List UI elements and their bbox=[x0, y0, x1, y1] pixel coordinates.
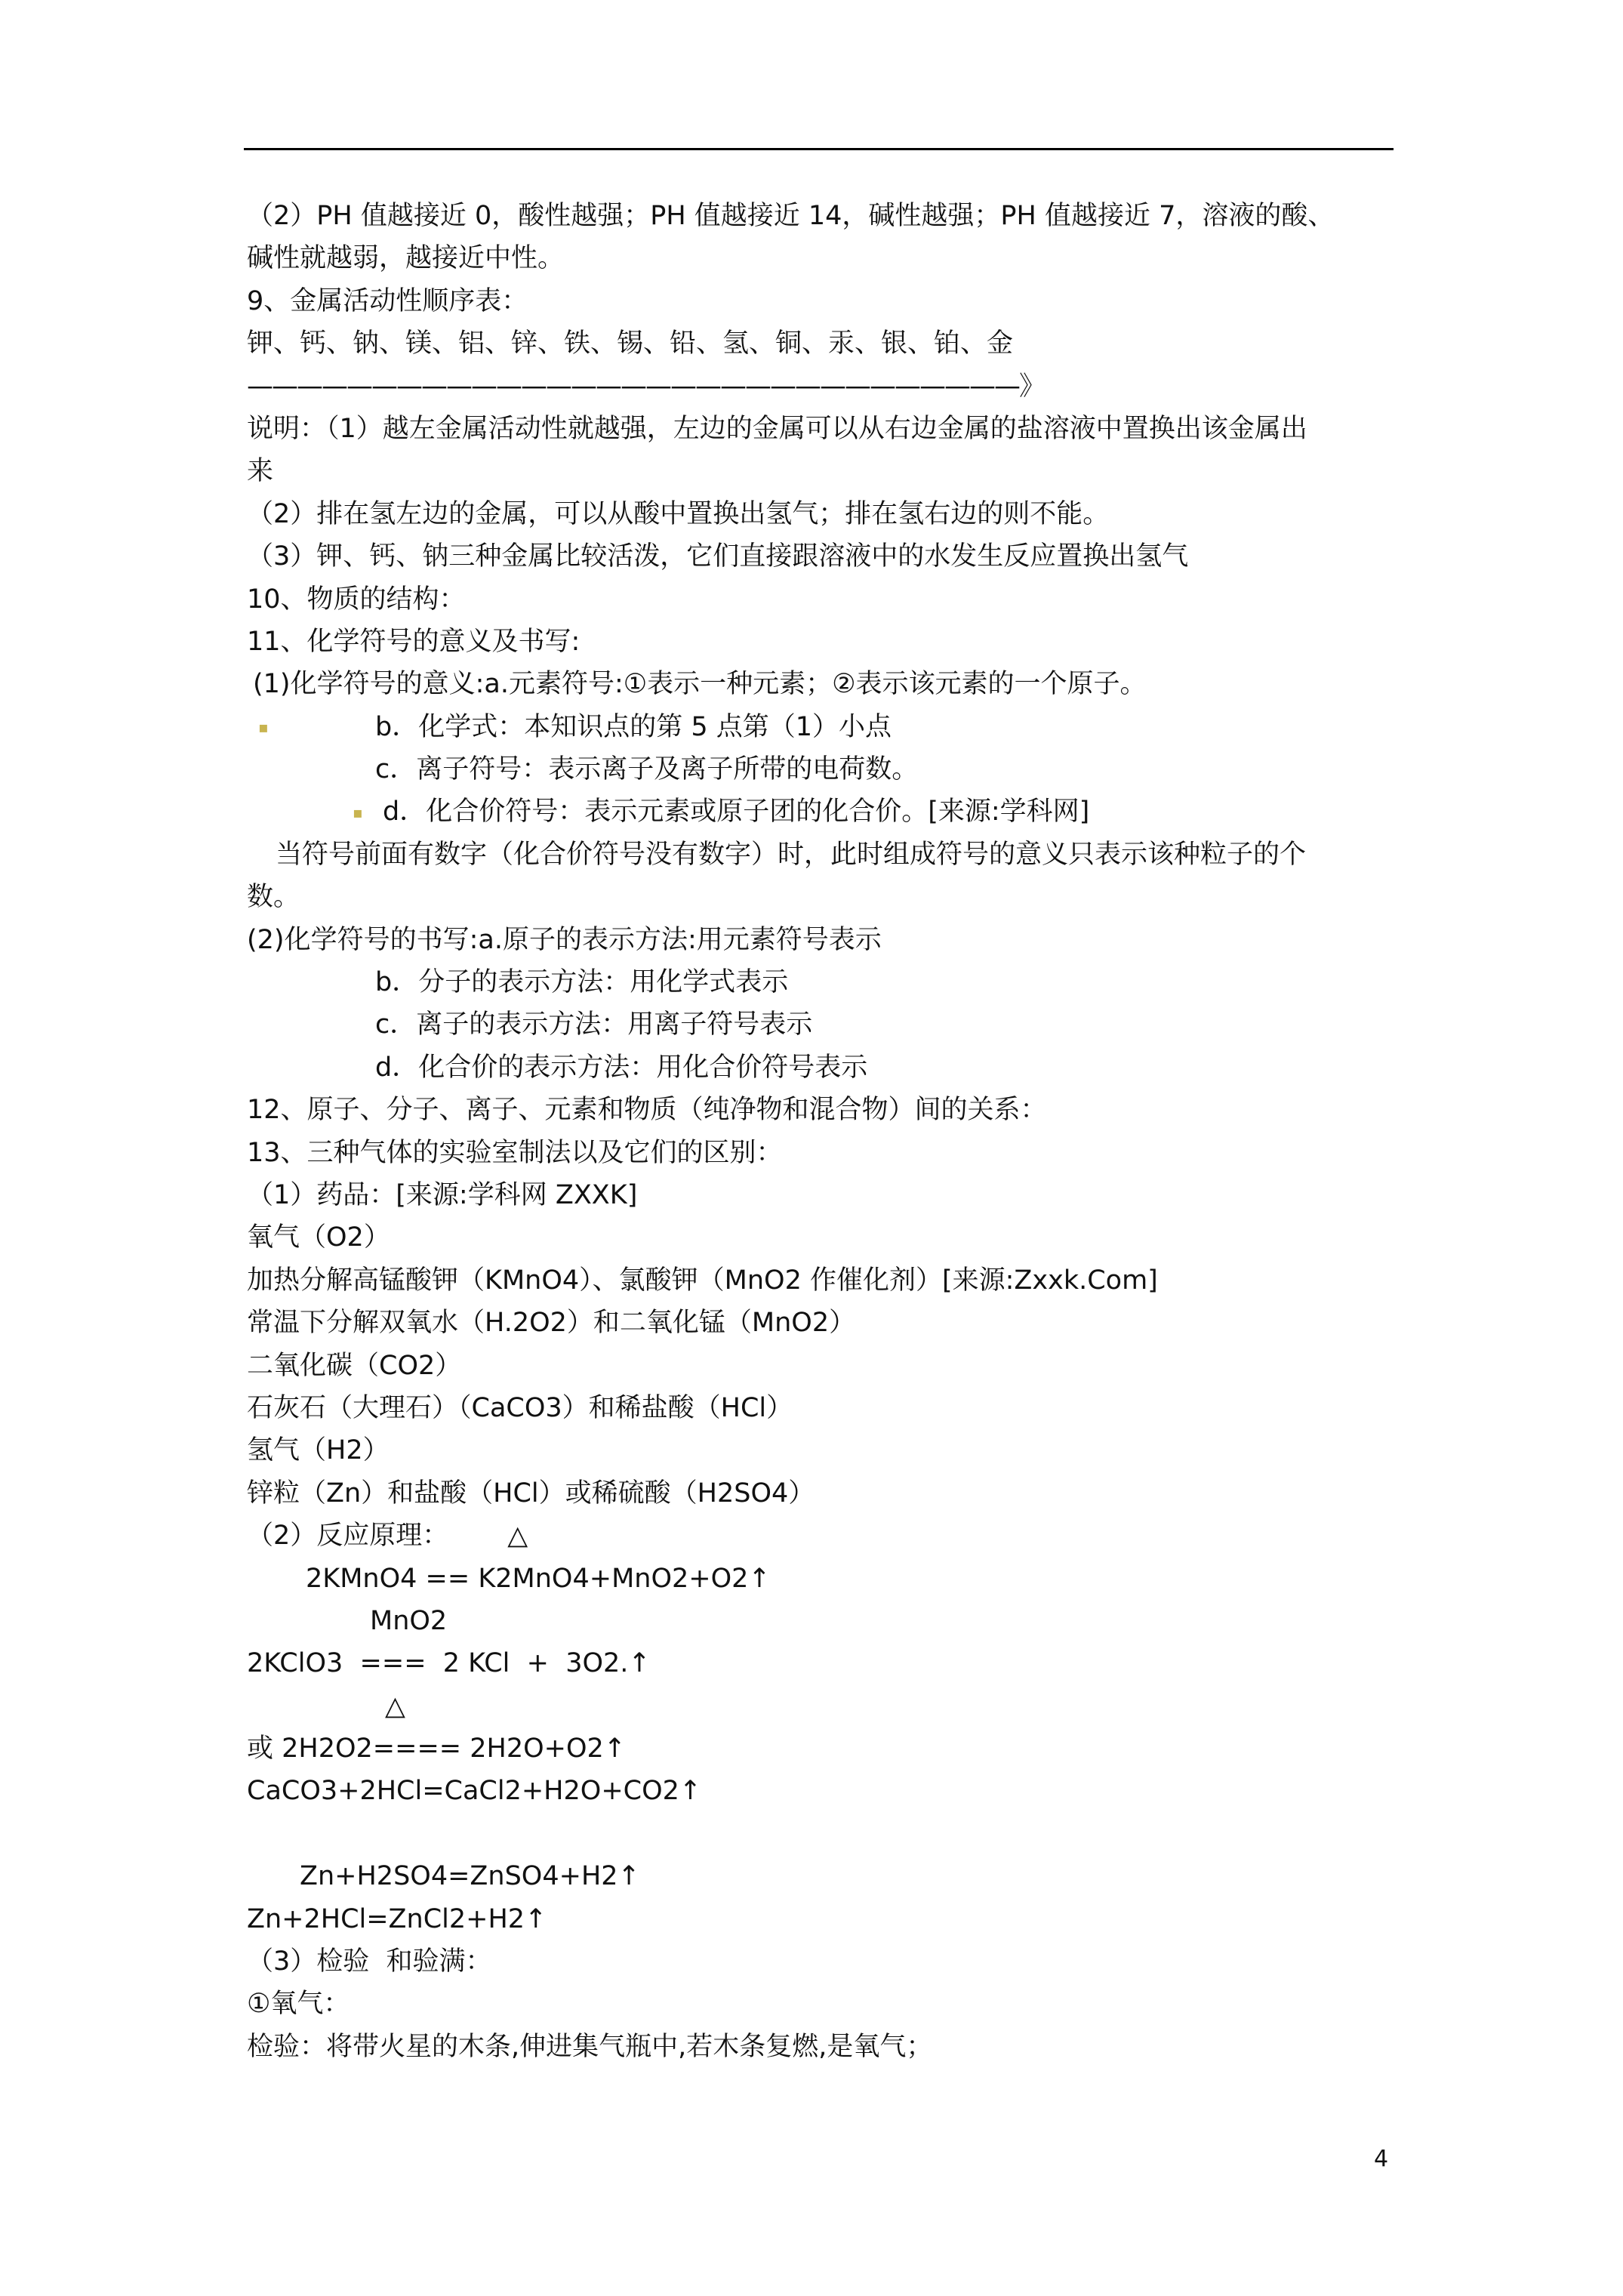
text-line: 锌粒（Zn）和盐酸（HCl）或稀硫酸（H2SO4） bbox=[247, 1478, 815, 1509]
text-line: b．分子的表示方法：用化学式表示 bbox=[375, 967, 789, 998]
document-body bbox=[247, 195, 1398, 2068]
chemical-equation: 2KClO3 === 2 KCl + 3O2.↑ bbox=[247, 1648, 651, 1679]
text-line: (1)化学符号的意义:a.元素符号:①表示一种元素；②表示该元素的一个原子。 bbox=[253, 669, 1147, 700]
text-line: 说明：（1）越左金属活动性就越强，左边的金属可以从右边金属的盐溶液中置换出该金属出 bbox=[247, 413, 1307, 444]
text-line: 来 bbox=[247, 456, 274, 487]
header-rule bbox=[244, 148, 1394, 150]
text-line-content: d．化合价符号：表示元素或原子团的化合价。[来源:学科网] bbox=[383, 797, 1090, 827]
text-line: 常温下分解双氧水（H.2O2）和二氧化锰（MnO2） bbox=[247, 1308, 856, 1339]
text-line-content: b．化学式：本知识点的第 5 点第（1）小点 bbox=[375, 711, 892, 742]
text-line bbox=[247, 706, 1398, 748]
text-line bbox=[247, 791, 1398, 833]
text-line: c．离子的表示方法：用离子符号表示 bbox=[375, 1009, 813, 1040]
metal-activity-series: 钾、钙、钠、镁、铝、锌、铁、锡、铅、氢、铜、汞、银、铂、金 bbox=[247, 328, 1014, 359]
text-line: 数。 bbox=[247, 882, 300, 913]
heat-symbol: △ bbox=[507, 1521, 528, 1552]
text-line bbox=[247, 1515, 1398, 1557]
text-line: （3）钾、钙、钠三种金属比较活泼，它们直接跟溶液中的水发生反应置换出氢气 bbox=[247, 541, 1189, 572]
text-line: （3）检验 和验满： bbox=[247, 1946, 492, 1977]
chemical-equation: CaCO3+2HCl=CaCl2+H2O+CO2↑ bbox=[247, 1776, 702, 1807]
chemical-equation: Zn+H2SO4=ZnSO4+H2↑ bbox=[300, 1861, 640, 1892]
stray-dot: ▪ bbox=[353, 803, 363, 822]
page-number: 4 bbox=[1374, 2146, 1389, 2172]
stray-dot: ▪ bbox=[258, 718, 269, 737]
text-line: 加热分解高锰酸钾（KMnO4）、氯酸钾（MnO2 作催化剂）[来源:Zxxk.Com] bbox=[247, 1265, 1158, 1296]
text-line: d．化合价的表示方法：用化合价符号表示 bbox=[375, 1052, 868, 1083]
chemical-equation: Zn+2HCl=ZnCl2+H2↑ bbox=[247, 1903, 547, 1934]
chemical-equation: 或 2H2O2==== 2H2O+O2↑ bbox=[247, 1734, 627, 1764]
text-line: 当符号前面有数字（化合价符号没有数字）时，此时组成符号的意义只表示该种粒子的个 bbox=[276, 839, 1307, 870]
blank-line bbox=[247, 1813, 1398, 1855]
text-line: c．离子符号：表示离子及离子所带的电荷数。 bbox=[375, 754, 919, 785]
catalyst-label: MnO2 bbox=[370, 1605, 448, 1636]
text-line: 氢气（H2） bbox=[247, 1435, 390, 1466]
text-line: （2）PH 值越接近 0，酸性越强；PH 值越接近 14，碱性越强；PH 值越接近 7，溶液的酸、 bbox=[247, 201, 1335, 231]
text-line: （1）药品：[来源:学科网 ZXXK] bbox=[247, 1179, 638, 1210]
text-line: 碱性就越弱，越接近中性。 bbox=[247, 243, 565, 274]
text-line: 二氧化碳（CO2） bbox=[247, 1350, 462, 1381]
text-line: （2）排在氢左边的金属，可以从酸中置换出氢气；排在氢右边的则不能。 bbox=[247, 498, 1110, 529]
text-line: 检验：将带火星的木条,伸进集气瓶中,若木条复燃,是氧气； bbox=[247, 2031, 933, 2062]
text-line: 氧气（O2） bbox=[247, 1222, 390, 1253]
text-line: (2)化学符号的书写:a.原子的表示方法:用元素符号表示 bbox=[247, 924, 882, 955]
chemical-equation: 2KMnO4 == K2MnO4+MnO2+O2↑ bbox=[306, 1563, 771, 1594]
text-line-content: （2）反应原理： bbox=[247, 1521, 449, 1552]
activity-arrow: ———————————————————————————————》 bbox=[247, 371, 1045, 402]
section-heading: 11、化学符号的意义及书写: bbox=[247, 626, 581, 657]
section-heading: 10、物质的结构： bbox=[247, 584, 466, 615]
section-heading: 13、三种气体的实验室制法以及它们的区别： bbox=[247, 1137, 783, 1168]
text-line: 石灰石（大理石）（CaCO3）和稀盐酸（HCl） bbox=[247, 1392, 793, 1423]
section-heading: 9、金属活动性顺序表： bbox=[247, 285, 528, 316]
text-line: ①氧气： bbox=[247, 1989, 350, 2020]
heat-symbol: △ bbox=[385, 1690, 405, 1721]
section-heading: 12、原子、分子、离子、元素和物质（纯净物和混合物）间的关系： bbox=[247, 1095, 1047, 1126]
